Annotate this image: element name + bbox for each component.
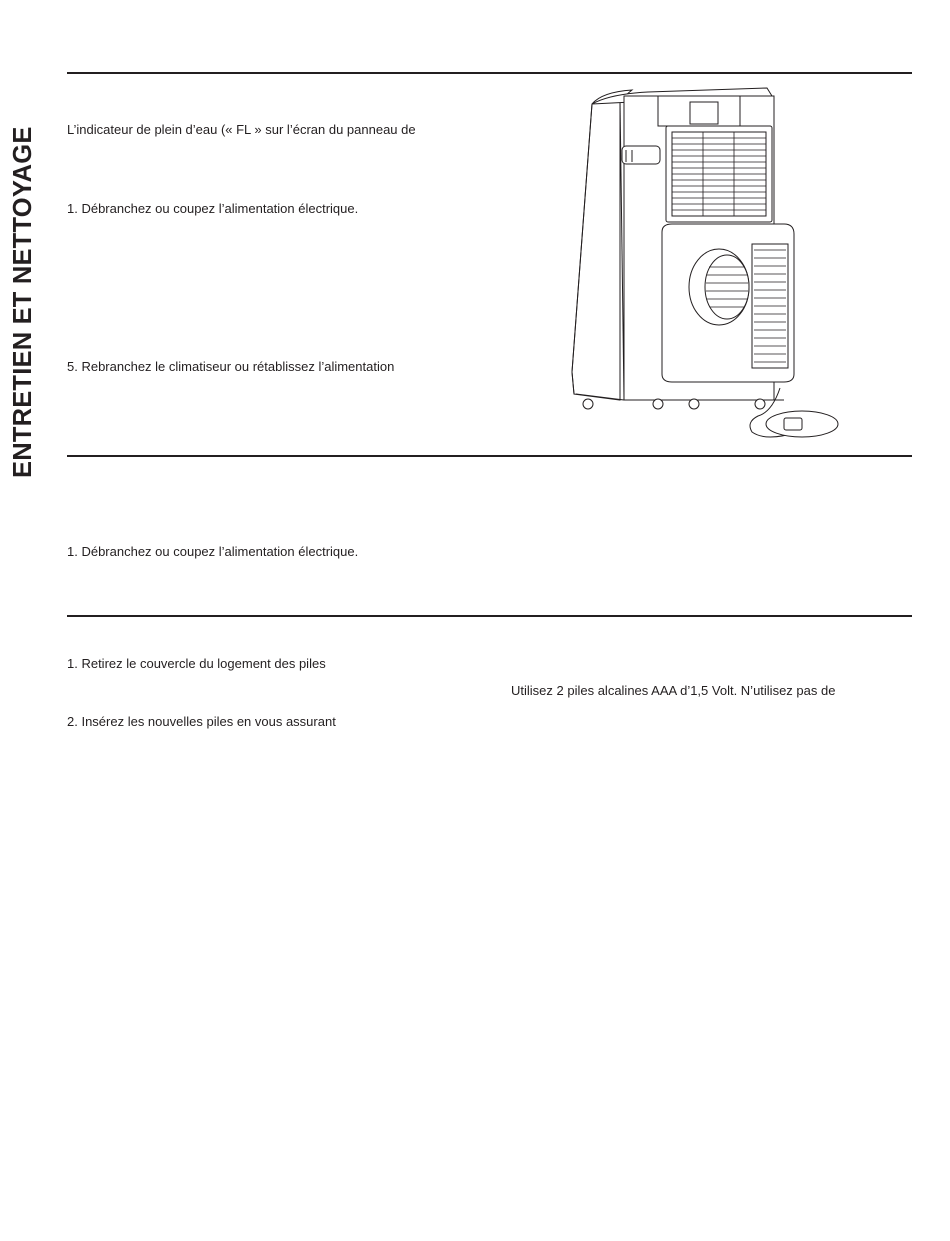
portable-air-conditioner-illustration xyxy=(562,82,848,444)
step-1-unplug-text-2: 1. Débranchez ou coupez l’alimentation électrique. xyxy=(67,544,359,559)
water-full-indicator-text: L’indicateur de plein d’eau (« FL » sur l’écran du panneau de xyxy=(67,122,416,137)
step-2-insert-batteries-text: 2. Insérez les nouvelles piles en vous assurant xyxy=(67,714,336,729)
battery-type-text: Utilisez 2 piles alcalines AAA d’1,5 Volt. N’utilisez pas de xyxy=(511,683,836,698)
step-1-unplug-text: 1. Débranchez ou coupez l’alimentation électrique. xyxy=(67,201,359,216)
section-divider-3 xyxy=(67,615,912,617)
step-1-battery-cover-text: 1. Retirez le couvercle du logement des piles xyxy=(67,656,326,671)
section-divider-2 xyxy=(67,455,912,457)
step-5-reconnect-text: 5. Rebranchez le climatiseur ou rétablissez l’alimentation xyxy=(67,359,395,374)
side-section-title: ENTRETIEN ET NETTOYAGE xyxy=(9,126,37,478)
section-divider-1 xyxy=(67,72,912,74)
